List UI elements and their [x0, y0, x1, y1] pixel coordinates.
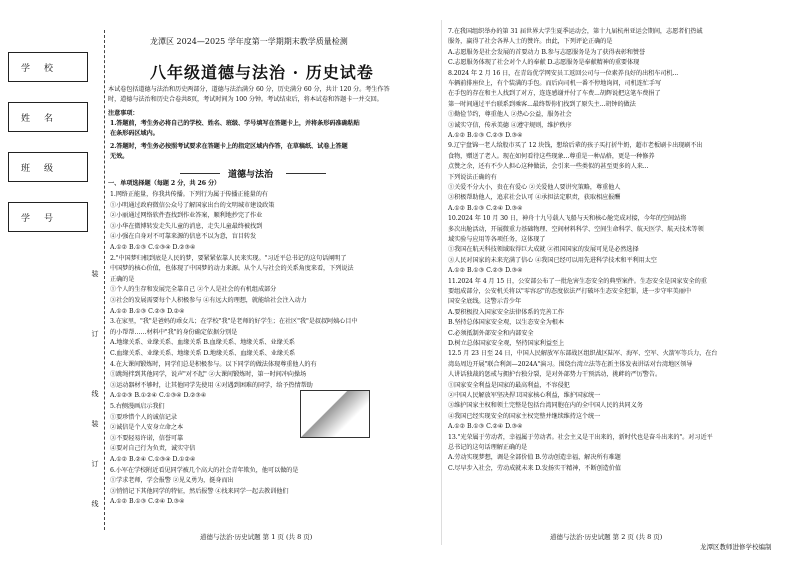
question-line: ①跳绳拌到其他同学，说声"对不起" ②大课间锻炼时，第一时间冲向操场 [110, 371, 307, 379]
question-line: ③诚实守信，传承美德 ④遵守规则，维护秩序 [448, 121, 572, 129]
question-line: ①勤俭节约，尊重他人 ②热心公益，服务社会 [448, 111, 572, 119]
question-line: 7.在我国组织举办的第 31 届世界大学生夏季运动会，第十九届杭州亚运会期间，志愿者们热诚 [448, 28, 703, 35]
question-line: C.志愿服务体现了社会对个人的奉献 D.志愿服务是奉献精神的重要体现 [448, 59, 640, 67]
question-line: ③不要轻易许诺，信誉可靠 [110, 434, 184, 442]
question-line: 8.2024 年 2 月 16 日，在青岛优学网安员工返回公司与一位素养良好的出租车司机... [448, 69, 679, 77]
question-line: 在手包的存在和主人找到了对方，连连感谢并付了车费...胡辉说把这笔车费捐了 [448, 90, 661, 98]
notes-heading: 注意事项： [108, 110, 139, 117]
question-line: ③维护国家主权和领土完整是包括台湾同胞在内的全中国人民的共同义务 [448, 402, 643, 410]
question-line: A.①② B.①③ C.①③④ D.②③④ [110, 244, 196, 251]
binding-marker: 订 [91, 330, 99, 337]
question-line: ②小丽通过网络软件查找到作业答案，顺利地抄完了作业 [110, 212, 263, 220]
binding-line [104, 30, 105, 530]
question-line: ①国家安全利益是国家的最高利益，不容侵犯 [448, 381, 570, 389]
question-line: A.①② B.①③ C.②④ D.③④ [448, 204, 523, 212]
question-line: A.要积极投入国家安全法律体系的完善工作 [448, 308, 564, 316]
intro-line: 本试卷包括道德与法治和历史两部分，道德与法治满分 60 分，历史满分 60 分，共计 120 分。考生作答 [108, 86, 390, 93]
question-line: 12.5 月 23 日至 24 日，中国人民解放军东部战区组织战区陆军、海军、空军、火箭军等兵力，在台 [448, 350, 718, 358]
question-line: D.树立总体国家安全观，坚持国家利益至上 [448, 340, 565, 347]
question-line: ①关爱不分大小，贵在有爱心 ②关爱他人要讲究策略，尊重他人 [448, 184, 621, 191]
section-title: 道德与法治 [228, 170, 274, 180]
binding-marker: 线 [91, 500, 99, 507]
integrity-cartoon [300, 390, 370, 438]
question-line: 1.网络正能量，你我共传播。下列行为属于传播正能量的有 [110, 191, 268, 198]
question-line: B.坚持总体国家安全观，以生态安全为根本 [448, 319, 564, 327]
question-line: ③小华在微博转发走失儿童的消息，走失儿童最终被找到 [110, 222, 263, 230]
exam-header-line: 龙潭区 2024—2025 学年度第一学期期末教学质量检测 [150, 37, 348, 46]
question-line: 湾岛周边开展"联合利剑—2024A"演习。围绕台湾立法等在新主体发表讲话对台湾地区领导 [448, 360, 693, 368]
section-rule-right [286, 173, 326, 174]
question-line: C.必须抵制外部安全和内部安全 [448, 329, 534, 337]
question-line: 4.在大课间锻炼时，同学们总是积极参与。以下同学的做法体现尊重他人的有 [110, 360, 317, 368]
question-line: 服务，赢得了社会各界人士的赞许。由此，下列评论正确的是 [448, 38, 613, 46]
question-line: ①个人的生存和发展完全靠自己 ②个人是社会的有机组成部分 [110, 286, 277, 294]
question-line: 点赞之余，还有不少人担心这种做法，会引来一些类似的甚至更多的人来... [448, 163, 649, 171]
question-line: 11.2024 年 4 月 15 日，公安部公布了一批危害生态安全的典型案件。生态安全是国家安全的重 [448, 277, 707, 285]
question-line: ③社会的发展需要每个人积极参与 ④有远大的理想，就能给社会注入动力 [110, 297, 307, 304]
question-line: A.地缘关系、业缘关系、血缘关系 B.血缘关系、地缘关系、业缘关系 [110, 339, 295, 347]
page-divider [441, 20, 442, 545]
section-rule-left [180, 173, 220, 174]
intro-line: 时，道德与法治和历史合卷共8页，考试时间为 100 分钟。考试结束后，将本试卷和答题卡一并交回。 [108, 96, 383, 103]
question-line: ③积极帮助他人，追求社会认可 ④承担法定职责，获取相应报酬 [448, 194, 621, 202]
page-footer-left: 道德与法治·历史试题 第 1 页 (共 8 页) [200, 533, 313, 541]
notes-item: 1.答题前，考生务必将自己的学校、姓名、班级、学号填写在答题卡上，并将条形码准确粘贴 [110, 120, 360, 127]
question-line: ②中国人民解放军坚决捍卫国家核心利益，维护国家统一 [448, 392, 601, 399]
question-line: 要组成部分，公安机关将以"零容忍"的态度依法严打破坏生态安全犯罪，进一步守牢美丽中 [448, 288, 691, 295]
school-box: 学校 [8, 52, 88, 82]
question-line: 多次出舱活动，开展微重力基础物理、空间材料科学、空间生命科学、航天医学、航天技术等领 [448, 225, 704, 233]
question-line: 车辆前排座位上，有个装满的手包。而后向司机一番不停地询问，司机连忙手写 [448, 80, 662, 87]
student-id-box: 学号 [8, 202, 88, 232]
question-line: 第一时间通过平台联系到乘客...最终帮你们找到了原失主...胡钟的做法 [448, 100, 636, 108]
question-line: ③悄悄记下其他同学的特征，然后报警 ④找来同学一起去教训他们 [110, 487, 289, 495]
question-line: ④要对自己行为负责，诚实守信 [110, 445, 196, 453]
question-line: 2."中国梦归根到底是人民的梦，要紧紧依靠人民来实现。"习近平总书记的这句话阐明了 [110, 254, 347, 262]
question-line: 国安全底线。这警示青少年 [448, 298, 522, 306]
question-line: ①学求老师，学会报警 ②见义勇为，挺身而出 [110, 477, 234, 485]
question-line: 总书记的这句话理解正确的是 [448, 444, 528, 451]
question-line: 人讲话独裁的惩戒与拥护台独分裂，是对外部势力干预活动，挑衅的严厉警告。 [448, 371, 662, 379]
name-box: 姓名 [8, 102, 88, 132]
question-line: ③人民对国家的未来充满了信心 ④我国已经可以用先进科学技术和平利用太空 [448, 256, 657, 264]
question-line: ③运动器材不够时，让其他同学先使用 ④对遇到困难的同学，给予热情帮助 [110, 381, 313, 389]
question-line: ④我国已经实现安全的国家主权完整并继续维持这个统一 [448, 412, 601, 420]
notes-item: 无效。 [110, 153, 129, 160]
question-line: A.①② B.②④ C.①③④ D.①②④ [110, 456, 196, 463]
question-line: ①小明通过政府微信公众号了解国家出台的文明城市建设政策 [110, 201, 275, 209]
question-line: A.志愿服务是社会发展的首要动力 B.参与志愿服务是为了获得表彰和赞誉 [448, 48, 646, 56]
exam-title: 八年级道德与法治 · 历史试卷 [150, 63, 374, 82]
question-line: 的小帮帮……材料中"我"的身份确定依据分别是 [110, 328, 238, 336]
credit-line: 龙潭区教师进修学校编制 [700, 543, 772, 551]
question-line: ①要珍惜个人的诚信记录 [110, 413, 177, 421]
question-line: 13."光荣属于劳动者，幸福属于劳动者。社会主义是干出来的，新时代也是奋斗出来的"。对习近平 [448, 433, 713, 441]
class-box: 班级 [8, 152, 88, 182]
question-line: 10.2024 年 10 月 30 日，神舟十九号载人飞船与天和核心舱完成对接，今年的空间站将 [448, 215, 687, 223]
question-line: A.①② B.①③ C.②④ D.③④ [110, 498, 185, 506]
question-line: ①我国在航天科技领域取得巨大成就 ②祖国国家的发展可见是必然选择 [448, 246, 639, 254]
binding-marker: 装 [91, 420, 99, 427]
question-line: C.尽早步入社会，劳动成就未来 D.发扬实干精神，不断创造价值 [448, 464, 621, 472]
binding-marker: 订 [91, 460, 99, 467]
question-line: 下列说法正确的有 [448, 173, 497, 181]
question-line: ②诚信是个人安身立命之本 [110, 424, 184, 432]
part-heading: 一、单项选择题（每题 2 分，共 26 分） [108, 180, 221, 187]
notes-item: 2.答题时，考生务必按照考试要求在答题卡上的指定区域内作答，在草稿纸、试卷上答题 [110, 143, 348, 150]
question-line: A.①② B.①③ C.②③ D.②④ [110, 307, 185, 315]
question-line: 9.辽宁盘锦一老人给股市买了 12 块钱，想给后辈的孩子买打折牛奶，超市老板刷卡出现刷不出 [448, 142, 703, 150]
notes-item: 在条形码区域内。 [110, 130, 159, 137]
question-line: 食物，赠送了老人。现在如何看待这些现象...尊重是一种品格，更是一种修养 [448, 152, 655, 160]
question-line: A.①② B.①③ C.②③ D.③④ [448, 132, 523, 139]
question-line: 6.小军在学校附近看见同学被几个高大的社会青年欺负，他可以做的是 [110, 466, 299, 474]
question-line: 域实验与应用等各项任务，这体现了 [448, 236, 546, 243]
question-line: C.血缘关系、业缘关系、地缘关系 D.地缘关系、血缘关系、业缘关系 [110, 350, 296, 357]
binding-marker: 线 [91, 390, 99, 397]
question-line: A.①② B.①③ C.②③ D.③④ [448, 267, 523, 275]
question-line: 3.在家里，"我"是爸妈的乖女儿；在学校"我"是老师的好学生；在社区"我"是叔叔阿姨心目中 [110, 318, 358, 326]
question-line: 5.右侧漫画启示我们 [110, 403, 165, 410]
page-footer-right: 道德与法治·历史试题 第 2 页 (共 8 页) [550, 533, 663, 541]
question-line: 正确的是 [110, 275, 135, 283]
binding-marker: 装 [91, 270, 99, 277]
question-line: A.劳动实现梦想，调是全部价值 B.劳动创造幸福，解决所有难题 [448, 454, 621, 462]
question-line: 中国梦的核心价值，也体现了中国梦的动力来源。从个人与社会的关系角度来看，下列说法 [110, 265, 354, 273]
question-line: A.①②③ B.①②④ C.①③④ D.②③④ [110, 392, 207, 400]
question-line: ④小强在自身对不可靠来源的信息不以为意，盲目转发 [110, 233, 257, 241]
question-line: A.①② B.①③ C.②④ D.③④ [448, 423, 523, 431]
